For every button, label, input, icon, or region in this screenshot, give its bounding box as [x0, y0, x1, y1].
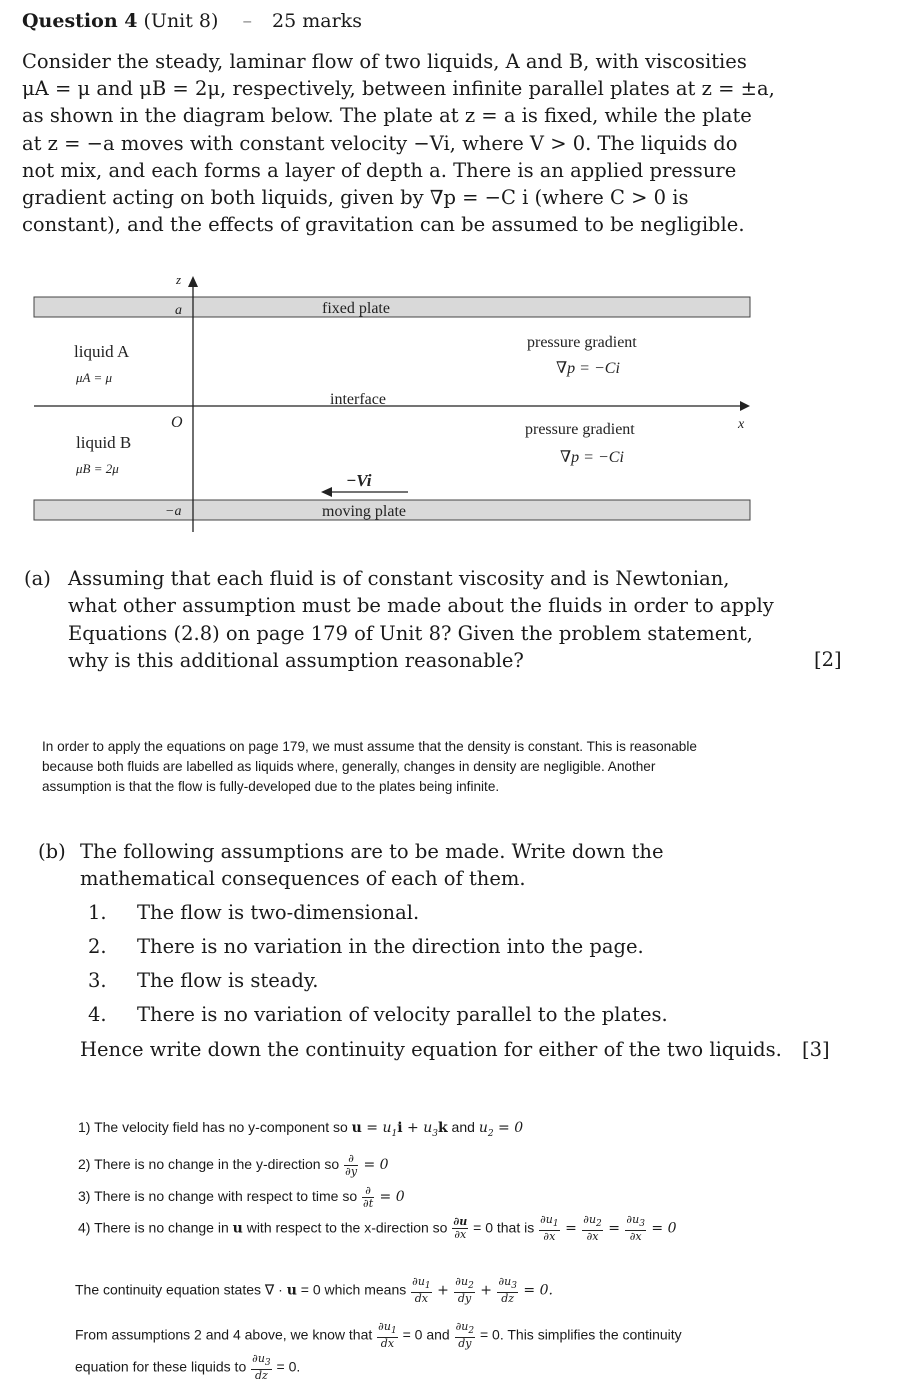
velocity-arrowhead — [321, 487, 332, 497]
assumption-num: 4. — [88, 1003, 107, 1026]
answer-b-text: 3) There is no change with respect to time so — [78, 1188, 361, 1205]
interface-label: interface — [330, 391, 386, 408]
answer-b-final: equation for these liquids to $\frac{\partial u_3}{dz}$ = 0. — [75, 1352, 301, 1383]
origin-label: O — [171, 414, 183, 431]
pressure-gradient-top-eq: ∇p = −Ci — [556, 360, 620, 377]
answer-b-line-4: 4) There is no change in u with respect to the x-direction so $\frac{\partial u}{\partial x}$ = 0 that is $\frac{\partial u_1}{\partial x}$ = $\frac{\partial u_2}{\partial x}$ = $\frac{\partial u_3}{\partial x}$ = 0 — [78, 1213, 677, 1244]
answer-b-text: with respect to the x-direction so — [242, 1219, 452, 1236]
bottom-tick-label: −a — [165, 504, 182, 519]
intro-line: μA = μ and μB = 2μ, respectively, between infinite parallel plates at z = ±a, — [22, 77, 775, 101]
part-b-label: (b) — [38, 840, 66, 863]
answer-a-line: assumption is that the flow is fully-developed due to the plates being infinite. — [42, 779, 500, 794]
part-b-closing: Hence write down the continuity equation for either of the two liquids. — [80, 1038, 782, 1061]
answer-b-line-1: 1) The velocity field has no y-component so $u = u_1i + u_3k$ and $u_2 = 0$ — [78, 1119, 524, 1139]
part-a-marks: [2] — [814, 648, 842, 671]
answer-b-text: From assumptions 2 and 4 above, we know that — [75, 1326, 377, 1343]
assumption-num: 2. — [88, 935, 107, 958]
answer-a-line: In order to apply the equations on page 179, we must assume that the density is constant. This is reasonable — [42, 739, 697, 754]
part-a-line: Equations (2.8) on page 179 of Unit 8? Given the problem statement, — [68, 621, 753, 645]
part-a-line: Assuming that each fluid is of constant viscosity and is Newtonian, — [68, 567, 730, 590]
question-label: Question 4 — [22, 10, 138, 32]
assumption-text: The flow is steady. — [137, 969, 319, 992]
answer-b-text: 4) There is no change in — [78, 1219, 233, 1236]
fixed-plate — [34, 297, 750, 317]
answer-b-text: = 0 and — [398, 1326, 454, 1343]
moving-plate-label: moving plate — [322, 503, 406, 520]
question-title — [22, 10, 362, 32]
part-b-question — [80, 838, 664, 893]
intro-line: Consider the steady, laminar flow of two liquids, A and B, with viscosities — [22, 50, 747, 73]
part-b-line: mathematical consequences of each of them. — [80, 867, 526, 891]
part-a-line: why is this additional assumption reasonable? — [68, 648, 524, 672]
title-separator: – — [242, 10, 252, 32]
intro-line: constant), and the effects of gravitation can be assumed to be negligible. — [22, 213, 745, 237]
intro-line: as shown in the diagram below. The plate at z = a is fixed, while the plate — [22, 104, 752, 128]
question-intro — [22, 48, 782, 238]
part-a-question — [68, 565, 774, 674]
pressure-gradient-bottom-eq: ∇p = −Ci — [560, 449, 624, 466]
part-b-marks: [3] — [802, 1038, 830, 1061]
assumption-text: There is no variation in the direction into the page. — [137, 935, 644, 958]
x-axis-arrow — [740, 401, 750, 411]
liquid-a-label: liquid A — [74, 342, 130, 361]
liquid-b-viscosity: μB = 2μ — [76, 461, 119, 476]
question-marks: 25 marks — [272, 10, 362, 32]
assumption-num: 3. — [88, 969, 107, 992]
pressure-gradient-top-label: pressure gradient — [527, 334, 637, 351]
intro-line: not mix, and each forms a layer of depth a. There is an applied pressure — [22, 158, 737, 182]
answer-b-text: = 0 which means — [296, 1281, 411, 1298]
part-a-line: what other assumption must be made about the fluids in order to apply — [68, 594, 774, 618]
answer-b-continuity: The continuity equation states ∇ · u = 0 which means $\frac{\partial u_1}{dx}$ + $\frac{\partial u_2}{dy}$ + $\frac{\partial u_3}{dz}$ = 0. — [75, 1275, 553, 1306]
liquid-b-label: liquid B — [76, 433, 132, 452]
liquid-a-viscosity: μA = μ — [76, 370, 113, 385]
z-axis-label: z — [176, 272, 182, 287]
fixed-plate-label: fixed plate — [322, 300, 390, 317]
part-b-line: The following assumptions are to be made. Write down the — [80, 840, 664, 863]
velocity-label: −Vi — [346, 471, 372, 490]
answer-b-text: 2) There is no change in the y-direction so — [78, 1156, 344, 1173]
answer-b-text: = 0 that is — [469, 1219, 539, 1236]
assumption-text: The flow is two-dimensional. — [137, 901, 420, 924]
top-tick-label: a — [175, 303, 182, 318]
answer-b-line-2: 2) There is no change in the y-direction so $\frac{\partial}{\partial y}$ = 0 — [78, 1152, 389, 1178]
question-unit: (Unit 8) — [143, 10, 219, 32]
assumption-num: 1. — [88, 901, 107, 924]
answer-b-from: From assumptions 2 and 4 above, we know that $\frac{\partial u_1}{dx}$ = 0 and $\frac{\partial u_2}{dy}$ = 0. This simplifies the continuity — [75, 1320, 682, 1351]
part-a-label: (a) — [24, 567, 51, 590]
answer-a — [42, 737, 802, 797]
z-axis-arrow — [188, 276, 198, 287]
answer-b-text: 1) The velocity field has no y-component so — [78, 1119, 352, 1135]
flow-diagram — [0, 262, 904, 542]
answer-b-text: equation for these liquids to — [75, 1358, 251, 1375]
answer-b-text: The continuity equation states ∇ · — [75, 1281, 287, 1298]
answer-b-text: = 0. This simplifies the continuity — [476, 1326, 682, 1343]
intro-line: at z = −a moves with constant velocity −Vi, where V > 0. The liquids do — [22, 131, 738, 155]
intro-line: gradient acting on both liquids, given by ∇p = −C i (where C > 0 is — [22, 186, 689, 210]
x-axis-label: x — [738, 417, 745, 432]
answer-a-line: because both fluids are labelled as liquids where, generally, changes in density are negligible. Another — [42, 759, 656, 774]
answer-b-text: = 0. — [272, 1358, 301, 1375]
assumption-text: There is no variation of velocity parallel to the plates. — [137, 1003, 668, 1026]
pressure-gradient-bottom-label: pressure gradient — [525, 421, 635, 438]
answer-b-line-3: 3) There is no change with respect to time so $\frac{\partial}{\partial t}$ = 0 — [78, 1184, 405, 1210]
answer-b-text: and — [447, 1119, 479, 1135]
